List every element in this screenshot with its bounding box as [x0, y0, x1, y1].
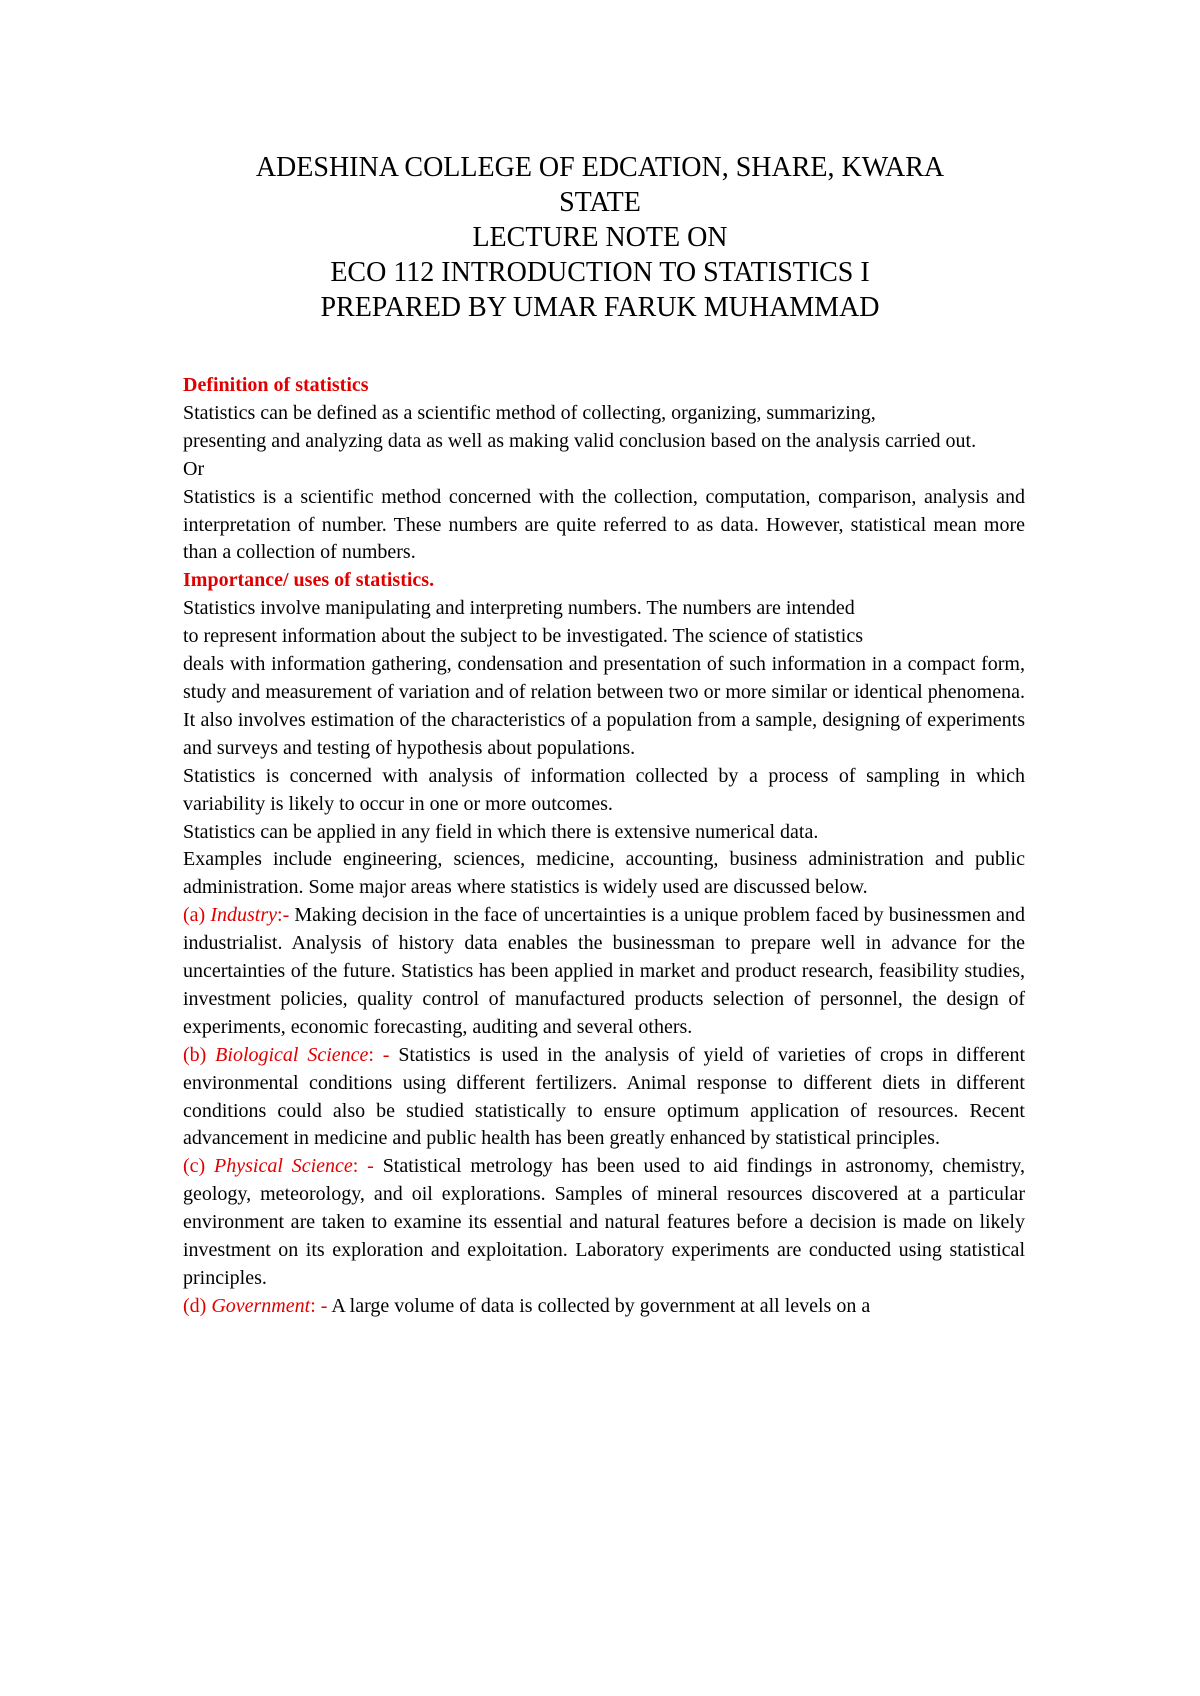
list-item-industry — [183, 902, 1025, 1042]
item-term: Physical Science — [214, 1155, 353, 1178]
item-term: Industry — [210, 904, 278, 927]
section-heading-importance: Importance/ uses of statistics. — [183, 569, 435, 592]
item-text: A large volume of data is collected by government at all levels on a — [331, 1294, 871, 1317]
definition-paragraph-1a: Statistics can be defined as a scientific method of collecting, organizing, summarizing, — [183, 401, 876, 424]
item-letter: (d) — [183, 1294, 212, 1317]
item-separator: : - — [352, 1155, 383, 1178]
title-line-college: ADESHINA COLLEGE OF EDCATION, SHARE, KWARA — [255, 152, 945, 183]
importance-paragraph-3: Statistics can be applied in any field in which there is extensive numerical data. — [183, 820, 819, 843]
definition-or: Or — [183, 457, 205, 480]
item-term: Government — [211, 1294, 311, 1317]
item-text: Statistical metrology has been used to aid findings in astronomy, chemistry, geology, meteorology, and oil explorations. Samples of mineral resources discovered at a particular environment are taken to examine its essential and natural features before a decision is made on likely investment on its exploration and exploitation. Laboratory experiments are conducted using statistical principles. — [183, 1155, 1025, 1289]
section-heading-definition: Definition of statistics — [183, 374, 369, 396]
definition-paragraph-1b: presenting and analyzing data as well as making valid conclusion based on the analysis carried out. — [183, 429, 977, 452]
importance-paragraph-2: Statistics is concerned with analysis of information collected by a process of sampling in which variability is likely to occur in one or more outcomes. — [183, 764, 1025, 815]
list-item-physical-science — [183, 1153, 1025, 1293]
title-line-lecture-note: LECTURE NOTE ON — [472, 222, 728, 253]
item-separator: : - — [310, 1294, 332, 1317]
item-letter: (c) — [183, 1155, 215, 1178]
item-letter: (b) — [183, 1043, 216, 1066]
list-item-government — [183, 1293, 1025, 1321]
list-item-biological-science — [183, 1042, 1025, 1154]
item-letter: (a) — [183, 904, 211, 927]
definition-paragraph-2: Statistics is a scientific method concerned with the collection, computation, comparison, analysis and interpretation of number. These numbers are quite referred to as data. However, statistical mean more than a collection of numbers. — [183, 485, 1025, 564]
item-term: Biological Science — [215, 1043, 369, 1066]
importance-paragraph-1-rest: deals with information gathering, condensation and presentation of such information in a compact form, study and measurement of variation and of relation between two or more similar or identical phenomena. It also involves estimation of the characteristics of a population from a sample, designing of experiments and surveys and testing of hypothesis about populations. — [183, 653, 1025, 759]
item-text: Making decision in the face of uncertainties is a unique problem faced by businessmen and industrialist. Analysis of history data enables the businessman to prepare well in advance for the uncertainties of the future. Statistics has been applied in market and product research, feasibility studies, investment policies, quality control of manufactured products selection of personnel, the design of experiments, economic forecasting, auditing and several others. — [183, 904, 1026, 1038]
importance-paragraph-1-line-2: to represent information about the subject to be investigated. The science of statistics — [183, 625, 863, 648]
title-line-state: STATE — [559, 187, 641, 218]
item-separator: : - — [368, 1043, 399, 1066]
document-body — [183, 372, 1025, 1321]
item-separator: :- — [277, 904, 295, 927]
item-text: Statistics is used in the analysis of yield of varieties of crops in different environmental conditions using different fertilizers. Animal response to different diets in different conditions could also be studied statistically to ensure optimum application of resources. Recent advancement in medicine and public health has been greatly enhanced by statistical principles. — [183, 1043, 1025, 1150]
title-line-author: PREPARED BY UMAR FARUK MUHAMMAD — [320, 292, 880, 323]
importance-paragraph-1-line-1: Statistics involve manipulating and interpreting numbers. The numbers are intended — [183, 597, 855, 620]
importance-paragraph-4: Examples include engineering, sciences, medicine, accounting, business administration and public administration. Some major areas where statistics is widely used are discussed below. — [183, 848, 1025, 899]
document-title — [140, 150, 1060, 325]
title-line-course: ECO 112 INTRODUCTION TO STATISTICS I — [330, 257, 870, 288]
